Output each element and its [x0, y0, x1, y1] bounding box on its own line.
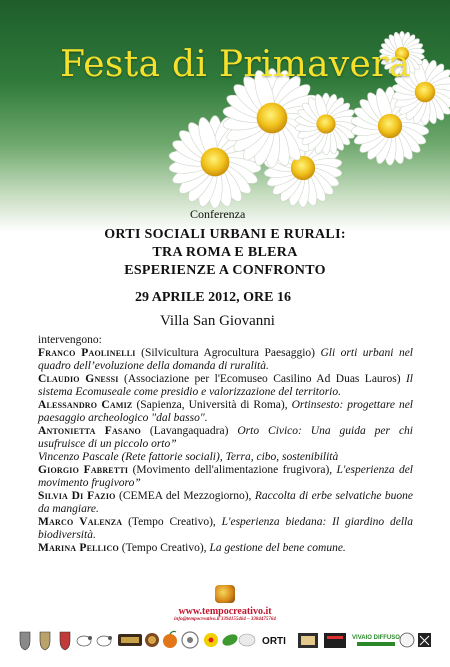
sponsor-book-icon — [324, 633, 346, 648]
speaker-affiliation: (CEMEA del Mezzogiorno), — [115, 490, 255, 502]
sponsor-badge-icon — [118, 634, 142, 646]
speaker-talk: Ortinsesto: progettare nel paesaggio archeologico "dal basso". — [38, 399, 413, 424]
event-title-line: ORTI SOCIALI URBANI E RURALI: — [104, 227, 346, 242]
speaker-name: Silvia Di Fazio — [38, 490, 116, 502]
speaker-entry — [38, 373, 413, 399]
website-link[interactable]: www.tempocreativo.it — [178, 606, 272, 617]
page-title: Festa di Primavera — [60, 44, 411, 85]
sponsor-orti-logo — [258, 632, 290, 648]
speaker-entry — [38, 516, 413, 542]
speaker-name: Giorgio Fabretti — [38, 464, 129, 476]
speaker-name: Franco Paolinelli — [38, 347, 136, 359]
tempo-creativo-logo — [215, 585, 235, 603]
speaker-entry — [38, 451, 413, 464]
speaker-talk: Orto Civico: Una guida per chi usufruisce di un piccolo orto” — [38, 425, 413, 450]
event-title-line: TRA ROMA E BLERA — [152, 245, 298, 260]
event-title — [0, 226, 450, 280]
event-place: Villa San Giovanni — [160, 313, 275, 329]
event-title-line: ESPERIENZE A CONFRONTO — [124, 263, 326, 278]
speaker-affiliation: (Sapienza, Università di Roma), — [132, 399, 292, 411]
event-date: 29 APRILE 2012, ORE 16 — [135, 290, 291, 305]
sponsor-fruit-icon — [163, 631, 177, 648]
sponsor-seal-icon — [145, 633, 159, 647]
sponsor-crest-icon — [20, 632, 30, 650]
speaker-affiliation: (Tempo Creativo), — [122, 516, 222, 528]
sponsor-crest-icon — [40, 632, 50, 650]
speaker-name: Antonietta Fasano — [38, 425, 141, 437]
speaker-talk: L'esperienza del movimento frugivoro” — [38, 464, 413, 489]
speaker-affiliation: (Tempo Creativo), — [118, 542, 210, 554]
sponsor-leaf-icon — [221, 632, 240, 648]
speaker-name: Alessandro Camiz — [38, 399, 133, 411]
sponsor-flower-icon — [204, 633, 218, 647]
event-type: Conferenza — [190, 207, 246, 221]
sponsor-vivaio-logo — [352, 635, 400, 646]
speaker-entry — [38, 542, 413, 555]
speaker-affiliation: (Movimento dell'alimentazione frugivora), — [128, 464, 337, 476]
speaker-talk: Raccolta di erbe selvatiche buone da mangiare. — [38, 490, 414, 515]
speaker-list — [38, 334, 413, 555]
speaker-talk: La gestione del bene comune. — [209, 542, 346, 554]
sponsor-circle-icon — [400, 633, 414, 647]
sponsor-crest-icon — [60, 632, 70, 650]
sponsor-leaf-icon — [239, 634, 255, 646]
sponsor-word-label: VIVAIO DIFFUSO — [352, 635, 400, 641]
sponsor-circle-icon — [182, 632, 198, 648]
speaker-name: Marco Valenza — [38, 516, 123, 528]
speaker-talk: Il sistema Ecomuseale come presidio e valorizzazione del territorio. — [38, 373, 413, 398]
speaker-entry — [38, 399, 413, 425]
speaker-entry — [38, 464, 413, 490]
speaker-affiliation: (Silvicultura Agrocultura Paesaggio) — [135, 347, 321, 359]
speaker-name: Marina Pellico — [38, 542, 119, 554]
sponsor-bird-icon — [77, 636, 92, 646]
speaker-talk: L'esperienza biedana: Il giardino della biodiversità. — [38, 516, 413, 541]
speaker-name: Claudio Gnessi — [38, 373, 119, 385]
sponsor-bird-icon — [97, 636, 112, 646]
contact-info: info@tempocreativo.it 3394155464 – 3384475764 — [174, 617, 276, 622]
speaker-entry — [38, 425, 413, 451]
speaker-entry — [38, 347, 413, 373]
speaker-affiliation: (Associazione per l'Ecomuseo Casilino Ad Duas Lauros) — [118, 373, 406, 385]
sponsor-book-icon — [298, 633, 318, 648]
speaker-entry — [38, 490, 413, 516]
daisy-flowers-image — [0, 0, 450, 232]
speaker-affiliation: (Lavangaquadra) — [140, 425, 238, 437]
sponsor-word-label: ORTI — [262, 636, 286, 647]
speaker-intro: intervengono: — [38, 334, 102, 346]
sponsor-logos — [14, 628, 434, 652]
speaker-talk: Vincenzo Pascale (Rete fattorie sociali), Terra, cibo, sostenibilità — [38, 451, 339, 463]
sponsor-mark-icon — [418, 633, 431, 647]
speaker-talk: Gli orti urbani nel quadro dell’evoluzione della domanda di ruralità. — [38, 347, 413, 372]
